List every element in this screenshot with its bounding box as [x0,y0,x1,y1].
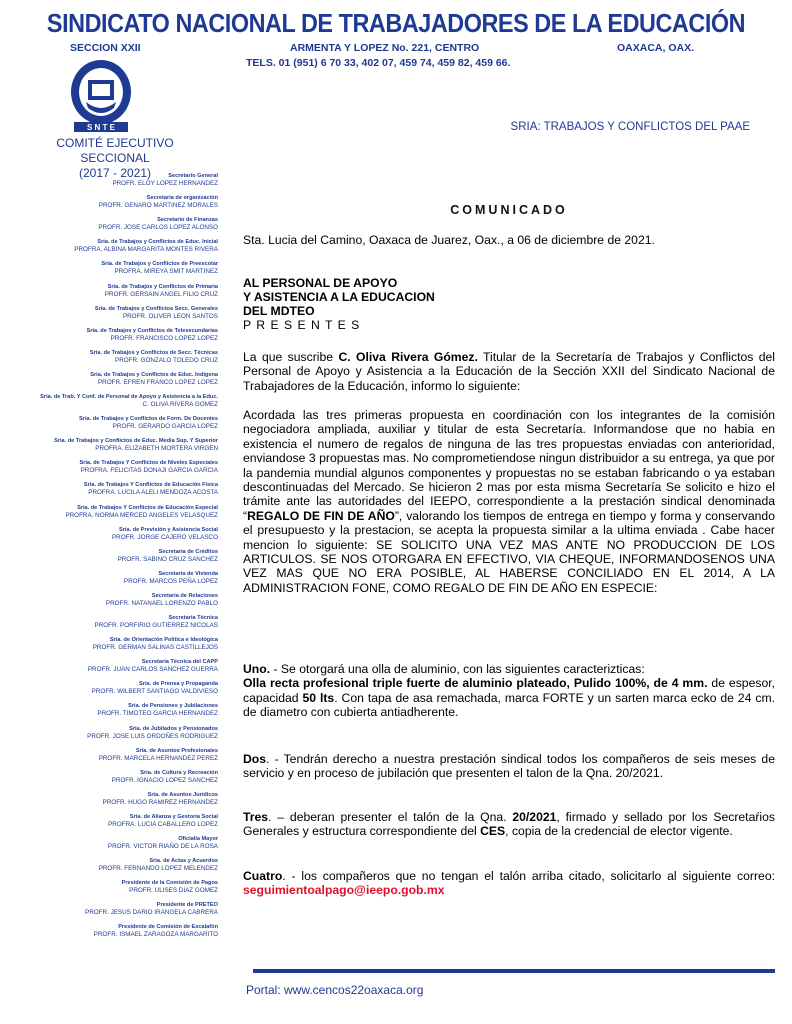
member-name: PROFR. WILBERT SANTIAGO VALDIVIESO [91,688,218,696]
member-role: Sria. de Orientación Política e Ideológica [109,637,218,644]
item-dos [243,752,775,781]
member-role: Secretario de Finanzas [157,217,218,224]
member-name: PROFR. NATANAEL LORENZO PABLO [105,599,218,607]
member-role: Secretaria de Relaciones [151,592,218,599]
member-name: PROFRA. ELIZABETH MORTERA VIRGEN [95,445,218,453]
member-role: Sria. de Previsión y Asistencia Social [119,526,218,533]
item-text: , firmado y sellado por los Secretaŕios Generales y estructura correspondiente del [243,810,775,839]
member-name: PROFR. ULISES DIAZ GOMEZ [129,887,218,895]
item-cuatro [243,869,775,898]
member-role: Sria. de Cultura y Recreación [140,769,218,776]
committee-member [40,394,218,409]
member-role: Sria. de Trabajos Y Conflictos de Educación Física [83,482,218,489]
member-name: PROFRA. LUCILA ALELI MENDOZA ACOSTA [88,489,218,497]
product-description: Olla recta profesional triple fuerte de aluminio plateado, Pulido 100%, de 4 mm. [243,676,708,691]
member-role: Sria. de Trabajos y Conflictos de Secc. Técnicas [89,349,218,356]
item-label: Uno. [243,662,271,676]
committee-member [108,814,218,829]
item-label: Tres [243,810,269,824]
item-text: de espesor, capacidad [243,676,775,705]
committee-member [94,924,218,939]
intro-paragraph [243,350,775,393]
committee-member [87,328,218,343]
ces-label: CES [480,824,506,839]
member-role: Sria. de Trabajos y Conflictos de Preescolar [101,261,218,268]
portal-link[interactable]: Portal: www.cencos22oaxaca.org [246,983,424,997]
member-role: Sria. de Alianza y Gestoría Social [129,813,218,820]
member-name: PROFRA. LUCIA CABALLERO LOPEZ [108,820,218,828]
member-name: PROFR. FERNANDO LOPEZ MELENDEZ [98,865,218,873]
committee-member [106,593,218,608]
committee-member [118,549,218,564]
committee-member [112,527,218,542]
agreement-text: ”, valorando los tiempos de entrega en tiempo y forma y conservando el presupuesto y la prestacion, se acepta la propuesta similar a la ultima enviada . Cabe hacer mencion lo siguiente: SE SOLICITO UNA VEZ MAS ANTE NO PRODUCCION DE LOS ARTICULOS. SE NOS OTORGARA EN EFECTIVO, VIA CHEQUE, INFORMANDOSENOS UNA VEZ MAS QUE NO ERA POSIBLE, AL HABERSE CONCILIADO EN EL 2014, A LA ADMINISTRACION FONE, COMO REGALO DE FIN DE AÑO EN ESPECIE: [243,508,775,595]
committee-member [97,703,218,718]
member-role: Sria. de Pensiones y Jubilaciones [128,703,218,710]
committee-member [99,748,218,763]
committee-member [74,239,218,254]
member-role: Sria. de Jubilados y Pensionados [129,725,218,732]
logo-text: S N T E [86,123,116,132]
committee-member [65,505,218,520]
committee-member [93,637,218,652]
member-name: PROFR. HUGO RAMIREZ HERNANDEZ [102,798,218,806]
member-name: PROFR. GERMAN SALINAS CASTILLEJOS [92,644,218,652]
member-role: Sria. de Trabajos y Conflictos de Educ. Inicial [97,239,218,246]
member-role: Sria. de Trabajos y Conflictos Secc. Generales [94,305,218,312]
member-role: Sria. de Trabajos y Conflictos de Educ. Media Sup. Y Superior [54,438,218,445]
committee-member [88,659,218,674]
intro-text: Titular de la Secretaría de Trabajos y Conflictos del Personal de Apoyo y Asistencia a la Educación de la Sección XXII del Sindicato Nacional de Trabajadores de la Educación, informo lo siguiente: [243,350,775,393]
member-name: PROFR. GERARDO GARCIA LOPEZ [112,423,218,431]
committee-member [84,482,218,497]
addressee-line: AL PERSONAL DE APOYO [243,276,398,290]
member-role: Sria. de Asuntos Jurídicos [147,791,218,798]
member-role: Sria. de Trabajos Y Conflictos de Educación Especial [77,504,218,511]
committee-member [99,195,218,210]
member-role: Secretaria de organización [146,195,218,202]
member-name: PROFR. GENARO MARTINEZ MORALES [98,202,218,210]
address-label: ARMENTA Y LOPEZ No. 221, CENTRO [290,42,480,54]
member-role: Secretaria Técnica [168,615,218,621]
committee-member [90,372,218,387]
item-text: - Se otorgará una olla de aluminio, con las siguientes caracteriztica [270,662,636,676]
qna-number: 20/2021 [512,810,557,824]
member-name: PROFR. MARCOS PEÑA LOPEZ [123,577,218,585]
item-text: . - los compañeros que no tengan el talón arriba citado, solicitarlo al siguiente correo: [282,869,775,883]
agreement-text: Acordada las tres primeras propuesta en coordinación con los integrantes de la comisión negociadora ampliada, auxiliar y titular de esta Secretaría. Informandose que no habia en existencia el numero de regalos de ninguna de las tres propuestas enviadas con anterioridad, enviandose 3 propuestas mas. No comprometiendose ningun distribuidor a su entrega, ya que por la pandemia mundial algunos componentes y propuestas no se estaban fabricando o ya estaban descontinuadas del Mercado. Se hicieron 2 mas por esta misma Secretaría Se solicito e hizo el trámite ante las autoridades del IEEPO, correspondiente a la prestación sindical denominada “ [243,408,775,523]
member-name: PROFR. JUAN CARLOS SANCHEZ GUERRA [87,666,218,674]
member-name: C. OLIVA RIVERA GOMEZ [142,401,218,408]
member-role: Sria. de Trab. Y Conf. de Personal de Apoyo y Asistencia a la Educ. [40,394,218,400]
addressee-line: DEL MDTEO [243,304,315,318]
member-name: PROFR. JOSE CARLOS LOPEZ ALONSO [98,224,218,232]
member-name: PROFR. ISMAEL ZARAGOZA MARGARITO [93,931,218,939]
section-label: SECCION XXII [70,42,141,54]
date-line: Sta. Lucia del Camino, Oaxaca de Juarez, Oax., a 06 de diciembre de 2021. [243,233,655,247]
member-name: PROFR. GONZALO TOLEDO CRUZ [115,356,218,364]
item-text: , copia de la credencial de elector vigente. [505,824,733,839]
committee-member [99,858,218,873]
member-name: PROFR. JOSE LUIS ORDOÑES RODRIGUEZ [87,732,218,740]
committee-member [112,173,218,188]
committee-member [103,792,218,807]
committee-member [112,770,218,785]
item-text: . – deberan presenter el talón de la Qna. [268,810,513,824]
benefit-name: REGALO DE FIN DE AÑO [247,508,395,523]
member-name: PROFR. VICTOR RIAÑO DE LA ROSA [107,843,218,850]
item-text: s: [635,662,645,676]
member-name: PROFR. SABINO CRUZ SANCHEZ [117,555,218,563]
member-name: PROFRA. MIREYA SMIT MARTINEZ [114,268,218,276]
committee-period: (2017 - 2021) [78,166,152,180]
snte-logo [68,58,134,138]
footer-divider [253,969,775,973]
contact-email-link[interactable]: seguimientoalpago@ieepo.gob.mx [243,883,445,898]
item-tres [243,810,775,839]
member-role: Sria. de Trabajos y Conflictos de Primaria [107,283,218,290]
item-text: . Con tapa de asa remachada, marca FORTE y un sarten marca ecko de 24 cm. de diametro con cubierta antiadherente. [243,690,775,720]
committee-member [90,350,218,365]
member-role: Sria. de Asuntos Profesionales [135,747,218,754]
member-role: Sria. de Trabajos Y Conflictos de Niveles Especiales [79,460,218,467]
committee-member [98,217,218,232]
member-name: PROFRA. NORMA MERCED ANGELES VELASQUEZ [65,511,218,519]
committee-member [87,726,218,741]
committee-member [95,615,219,630]
member-role: Sria. de Prensa y Propaganda [139,681,218,688]
member-name: PROFR. EFREN FRANCO LOPEZ LOPEZ [97,378,218,386]
member-role: Presidente de la Comisión de Pagos [121,880,218,887]
member-role: Secretaria de Vivienda [158,570,218,577]
phones-label: TELS. 01 (951) 6 70 33, 402 07, 459 74, 459 82, 459 66. [246,57,511,69]
member-role: Secretaria de Créditos [158,548,218,555]
member-role: Presidente de Comisión de Escalafón [118,924,218,931]
item-text: . - Tendrán derecho a nuestra prestación sindical todos los compañeros de seis meses de servicio y en proceso de jubilación que presenten el talon de la Qna. 20/2021. [243,752,775,781]
member-name: PROFR. JORGE CAJERO VELASCO [111,533,218,541]
addressee-line: Y ASISTENCIA A LA EDUCACION [243,290,435,304]
member-role: Sria. de Trabajos y Conflictos de Educ. Indígena [90,371,218,378]
item-label: Dos [243,752,267,766]
member-role: Sria. de Trabajos y Conflictos de Telesecundarias [86,327,218,334]
member-name: PROFR. TIMOTEO GARCIA HERNANDEZ [97,710,218,718]
committee-member [122,880,218,895]
member-name: PROFR. JESUS DARIO IRANGELA CABRERA [85,909,218,917]
member-name: PROFRA. FELICITAS DONAJI GARCIA GARCIA [80,467,218,475]
member-name: PROFR. IGNACIO LOPEZ SANCHEZ [111,776,218,784]
presentes-line: P R E S E N T E S [243,318,361,332]
committee-member [101,261,218,276]
member-name: PROFR. PORFIRIO GUTIERREZ NICOLAS [94,622,218,629]
document-heading: COMUNICADO [450,203,568,217]
member-name: PROFR. ELOY LOPEZ HERNANDEZ [112,180,218,187]
committee-member [108,836,218,851]
member-role: Presidente de PRETEO [156,902,218,909]
member-role: Secretaria Técnica del CAPP [141,659,218,666]
member-name: PROFR. OLIVER LEON SANTOS [122,312,218,320]
committee-line-1: COMITÉ EJECUTIVO SECCIONAL [56,136,174,165]
member-name: PROFR. MARCELA HERNANDEZ PEREZ [98,754,218,762]
member-role: Secretario General [168,173,218,179]
capacity: 50 lts [302,690,335,705]
city-label: OAXACA, OAX. [617,42,695,54]
committee-member [124,571,218,586]
intro-text: La que suscribe [243,350,339,364]
member-name: PROFR. FRANCISCO LOPEZ LOPEZ [110,334,218,342]
agreement-paragraph [243,408,775,595]
committee-member [80,460,218,475]
committee-member [95,306,218,321]
signer-name: C. Oliva Rivera Gómez. [338,350,478,364]
union-title: SINDICATO NACIONAL DE TRABAJADORES DE LA EDUCACIÓN [46,8,746,38]
committee-member [92,681,218,696]
item-label: Cuatro [243,869,283,883]
item-uno [243,662,775,720]
committee-member [54,438,218,453]
member-role: Oficialía Mayor [178,836,218,842]
committee-member [105,284,218,299]
addressee-block [243,276,775,332]
member-name: PROFR. GERSAIN ANGEL FILIO CRUZ [104,290,218,298]
committee-member [85,902,218,917]
committee-member [79,416,218,431]
secretariat-label: SRIA: TRABAJOS Y CONFLICTOS DEL PAAE [510,121,750,133]
member-role: Sria. de Trabajos y Conflictos de Form. De Docentes [79,416,218,423]
member-role: Sria. de Actas y Acuerdos [149,858,218,865]
member-name: PROFRA. ALBINA MARGARITA MONTES RIVERA [74,246,218,254]
